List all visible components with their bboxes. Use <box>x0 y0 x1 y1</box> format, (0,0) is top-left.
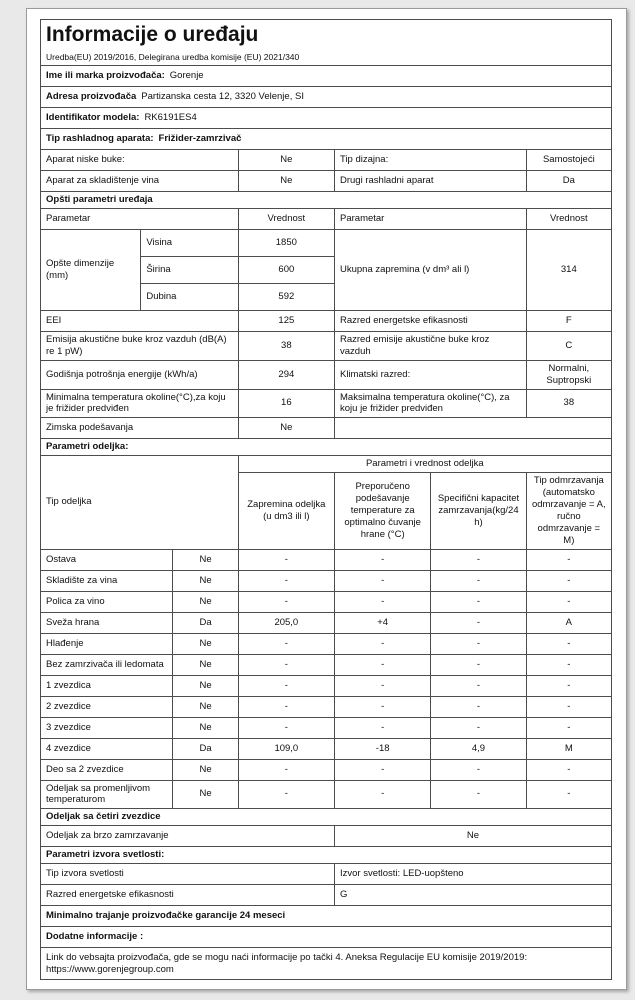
compartment-temp: - <box>335 759 431 780</box>
compartment-capacity: - <box>431 696 526 717</box>
param-label: Razred energetske efikasnosti <box>335 311 527 332</box>
general-section-title: Opšti parametri uređaja <box>41 192 612 209</box>
compartment-name: Odeljak sa promenljivom temperaturom <box>41 780 173 809</box>
compartment-present: Ne <box>173 549 238 570</box>
compartment-name: Skladište za vina <box>41 570 173 591</box>
compartment-volume: - <box>238 696 334 717</box>
compartment-capacity: - <box>431 591 526 612</box>
param-value: G <box>335 885 612 906</box>
param-value: 38 <box>526 389 611 418</box>
column-header-capacity: Specifični kapacitet zamrzavanja(kg/24 h) <box>431 473 526 549</box>
compartment-defrost: - <box>526 717 611 738</box>
compartment-present: Ne <box>173 780 238 809</box>
compartment-row <box>41 780 612 809</box>
website-url: https://www.gorenjegroup.com <box>46 963 174 975</box>
document-page <box>26 8 627 990</box>
compartment-row <box>41 591 612 612</box>
compartments-section-title: Parametri odeljka: <box>41 439 612 456</box>
appliance-type-label: Tip rashladnog aparata: <box>46 133 154 145</box>
param-label: Godišnja potrošnja energije (kWh/a) <box>41 360 239 389</box>
compartment-row <box>41 570 612 591</box>
compartment-capacity: - <box>431 654 526 675</box>
param-value: F <box>526 311 611 332</box>
compartment-volume: - <box>238 654 334 675</box>
compartment-defrost: - <box>526 633 611 654</box>
compartment-defrost: - <box>526 696 611 717</box>
compartment-defrost: - <box>526 780 611 809</box>
compartment-temp: - <box>335 675 431 696</box>
compartment-name: Ostava <box>41 549 173 570</box>
column-header: Vrednost <box>238 209 334 230</box>
compartment-row <box>41 675 612 696</box>
page-title: Informacije o uređaju <box>46 23 259 47</box>
param-value: 38 <box>238 332 334 361</box>
param-value: Izvor svetlosti: LED-uopšteno <box>335 864 612 885</box>
warranty-text: Minimalno trajanje proizvođačke garancije 24 meseci <box>41 906 612 927</box>
compartment-capacity: - <box>431 717 526 738</box>
compartment-present: Ne <box>173 717 238 738</box>
compartment-present: Ne <box>173 654 238 675</box>
param-label: Maksimalna temperatura okoline(°C), za koju je frižider predviđen <box>335 389 527 418</box>
compartment-capacity: - <box>431 549 526 570</box>
compartment-volume: - <box>238 633 334 654</box>
light-energy-class-row <box>41 885 612 906</box>
compartment-volume: - <box>238 591 334 612</box>
compartment-row <box>41 633 612 654</box>
param-label: Zimska podešavanja <box>41 418 239 439</box>
dimensions-label: Opšte dimenzije (mm) <box>41 230 141 311</box>
four-star-section-title: Odeljak sa četiri zvezdice <box>41 809 612 826</box>
compartment-temp: - <box>335 570 431 591</box>
compartment-name: 1 zvezdica <box>41 675 173 696</box>
compartment-defrost: A <box>526 612 611 633</box>
compartment-row-four-star <box>41 738 612 759</box>
general-header-row <box>41 209 612 230</box>
param-value: Da <box>526 171 611 192</box>
wine-storage-row <box>41 171 612 192</box>
compartment-capacity: - <box>431 612 526 633</box>
compartment-defrost: - <box>526 591 611 612</box>
column-header-volume: Zapremina odeljka (u dm3 ili l) <box>238 473 334 549</box>
compartment-row <box>41 759 612 780</box>
appliance-type-value: Frižider-zamrzivač <box>158 133 242 145</box>
light-section-row <box>41 847 612 864</box>
light-type-row <box>41 864 612 885</box>
compartment-defrost: - <box>526 654 611 675</box>
compartment-volume: 205,0 <box>238 612 334 633</box>
dimension-value: 1850 <box>238 230 334 257</box>
general-section-row <box>41 192 612 209</box>
page-subtitle: Uredba(EU) 2019/2016, Delegirana uredba komisije (EU) 2021/340 <box>46 52 300 63</box>
param-value: Samostojeći <box>526 150 611 171</box>
compartment-capacity: 4,9 <box>431 738 526 759</box>
compartment-temp: - <box>335 633 431 654</box>
compartment-present: Ne <box>173 633 238 654</box>
dimension-row-height <box>41 230 612 257</box>
compartment-temp: - <box>335 591 431 612</box>
param-value: Normalni, Suptropski <box>526 360 611 389</box>
compartment-type-header: Tip odeljka <box>41 456 239 549</box>
compartment-volume: - <box>238 780 334 809</box>
compartment-present: Ne <box>173 675 238 696</box>
compartment-row <box>41 549 612 570</box>
param-label: Odeljak za brzo zamrzavanje <box>41 826 335 847</box>
eei-row <box>41 311 612 332</box>
compartment-name: 4 zvezdice <box>41 738 173 759</box>
param-label: Razred energetske efikasnosti <box>41 885 335 906</box>
param-label: Minimalna temperatura okoline(°C),za koju je frižider predviđen <box>41 389 239 418</box>
column-header: Parametar <box>335 209 527 230</box>
manufacturer-label: Ime ili marka proizvođača: <box>46 70 165 82</box>
param-value: Ne <box>335 826 612 847</box>
param-label: Klimatski razred: <box>335 360 527 389</box>
compartment-volume: 109,0 <box>238 738 334 759</box>
compartment-volume: - <box>238 675 334 696</box>
compartments-group-header-row <box>41 456 612 473</box>
light-section-title: Parametri izvora svetlosti: <box>41 847 612 864</box>
compartment-present: Da <box>173 738 238 759</box>
compartment-name: Polica za vino <box>41 591 173 612</box>
param-value: 16 <box>238 389 334 418</box>
compartment-defrost: - <box>526 759 611 780</box>
param-value: Ne <box>238 418 334 439</box>
warranty-row <box>41 906 612 927</box>
compartment-present: Ne <box>173 696 238 717</box>
compartment-row-fresh-food <box>41 612 612 633</box>
dimension-name: Širina <box>141 257 238 284</box>
param-label: EEI <box>41 311 239 332</box>
dimension-name: Visina <box>141 230 238 257</box>
compartment-temp: - <box>335 717 431 738</box>
compartment-present: Ne <box>173 591 238 612</box>
compartment-temp: - <box>335 696 431 717</box>
compartment-volume: - <box>238 570 334 591</box>
energy-consumption-row <box>41 360 612 389</box>
compartment-defrost: M <box>526 738 611 759</box>
compartment-row <box>41 654 612 675</box>
compartment-capacity: - <box>431 759 526 780</box>
dimension-value: 600 <box>238 257 334 284</box>
compartment-capacity: - <box>431 633 526 654</box>
param-value: C <box>526 332 611 361</box>
additional-section-row <box>41 927 612 948</box>
total-volume-label: Ukupna zapremina (v dm³ ali l) <box>335 230 527 311</box>
column-header: Parametar <box>41 209 239 230</box>
ambient-temperature-row <box>41 389 612 418</box>
param-value: Ne <box>238 171 334 192</box>
column-header-temperature: Preporučeno podešavanje temperature za optimalno čuvanje hrane (°C) <box>335 473 431 549</box>
address-row <box>41 87 612 108</box>
dimension-name: Dubina <box>141 284 238 311</box>
compartment-defrost: - <box>526 570 611 591</box>
low-noise-row <box>41 150 612 171</box>
compartment-temp: - <box>335 780 431 809</box>
manufacturer-value: Gorenje <box>169 70 204 82</box>
param-value: 294 <box>238 360 334 389</box>
column-header: Vrednost <box>526 209 611 230</box>
param-label: Aparat niske buke: <box>41 150 239 171</box>
compartment-row <box>41 717 612 738</box>
compartment-volume: - <box>238 759 334 780</box>
total-volume-value: 314 <box>526 230 611 311</box>
param-value: 125 <box>238 311 334 332</box>
four-star-section-row <box>41 809 612 826</box>
compartment-temp: - <box>335 549 431 570</box>
compartment-present: Ne <box>173 570 238 591</box>
compartment-present: Da <box>173 612 238 633</box>
additional-section-title: Dodatne informacije : <box>41 927 612 948</box>
compartment-temp: -18 <box>335 738 431 759</box>
website-link-row <box>41 948 612 980</box>
param-value: Ne <box>238 150 334 171</box>
compartment-volume: - <box>238 717 334 738</box>
address-label: Adresa proizvođača <box>46 91 137 103</box>
noise-emission-row <box>41 332 612 361</box>
param-label: Aparat za skladištenje vina <box>41 171 239 192</box>
model-label: Identifikator modela: <box>46 112 140 124</box>
param-label: Drugi rashladni aparat <box>335 171 527 192</box>
compartment-name: Sveža hrana <box>41 612 173 633</box>
param-label: Tip izvora svetlosti <box>41 864 335 885</box>
compartments-group-header: Parametri i vrednost odeljka <box>238 456 611 473</box>
appliance-type-row <box>41 129 612 150</box>
param-label: Emisija akustične buke kroz vazduh (dB(A) re 1 pW) <box>41 332 239 361</box>
device-info-table <box>40 19 612 980</box>
compartment-volume: - <box>238 549 334 570</box>
compartment-capacity: - <box>431 570 526 591</box>
param-label: Tip dizajna: <box>335 150 527 171</box>
compartment-name: Bez zamrzivača ili ledomata <box>41 654 173 675</box>
website-link-text: Link do vebsajta proizvođača, gde se mogu naći informacije po tački 4. Aneksa Regulacije EU komisije 2019/2019: <box>46 951 528 963</box>
compartment-row <box>41 696 612 717</box>
compartment-temp: - <box>335 654 431 675</box>
column-header-defrost: Tip odmrzavanja (automatsko odmrzavanje = A, ručno odmrzavanje = M) <box>526 473 611 549</box>
compartment-name: 3 zvezdice <box>41 717 173 738</box>
model-value: RK6191ES4 <box>144 112 197 124</box>
compartment-name: Deo sa 2 zvezdice <box>41 759 173 780</box>
title-row <box>41 20 612 66</box>
compartments-section-row <box>41 439 612 456</box>
compartment-defrost: - <box>526 549 611 570</box>
compartment-name: 2 zvezdice <box>41 696 173 717</box>
model-row <box>41 108 612 129</box>
manufacturer-row <box>41 66 612 87</box>
winter-settings-row <box>41 418 612 439</box>
compartment-defrost: - <box>526 675 611 696</box>
param-label: Razred emisije akustične buke kroz vazduh <box>335 332 527 361</box>
compartment-name: Hlađenje <box>41 633 173 654</box>
address-value: Partizanska cesta 12, 3320 Velenje, SI <box>141 91 304 103</box>
dimension-value: 592 <box>238 284 334 311</box>
compartment-capacity: - <box>431 780 526 809</box>
compartment-present: Ne <box>173 759 238 780</box>
empty-cell <box>335 418 612 439</box>
compartment-temp: +4 <box>335 612 431 633</box>
fast-freeze-row <box>41 826 612 847</box>
compartment-capacity: - <box>431 675 526 696</box>
